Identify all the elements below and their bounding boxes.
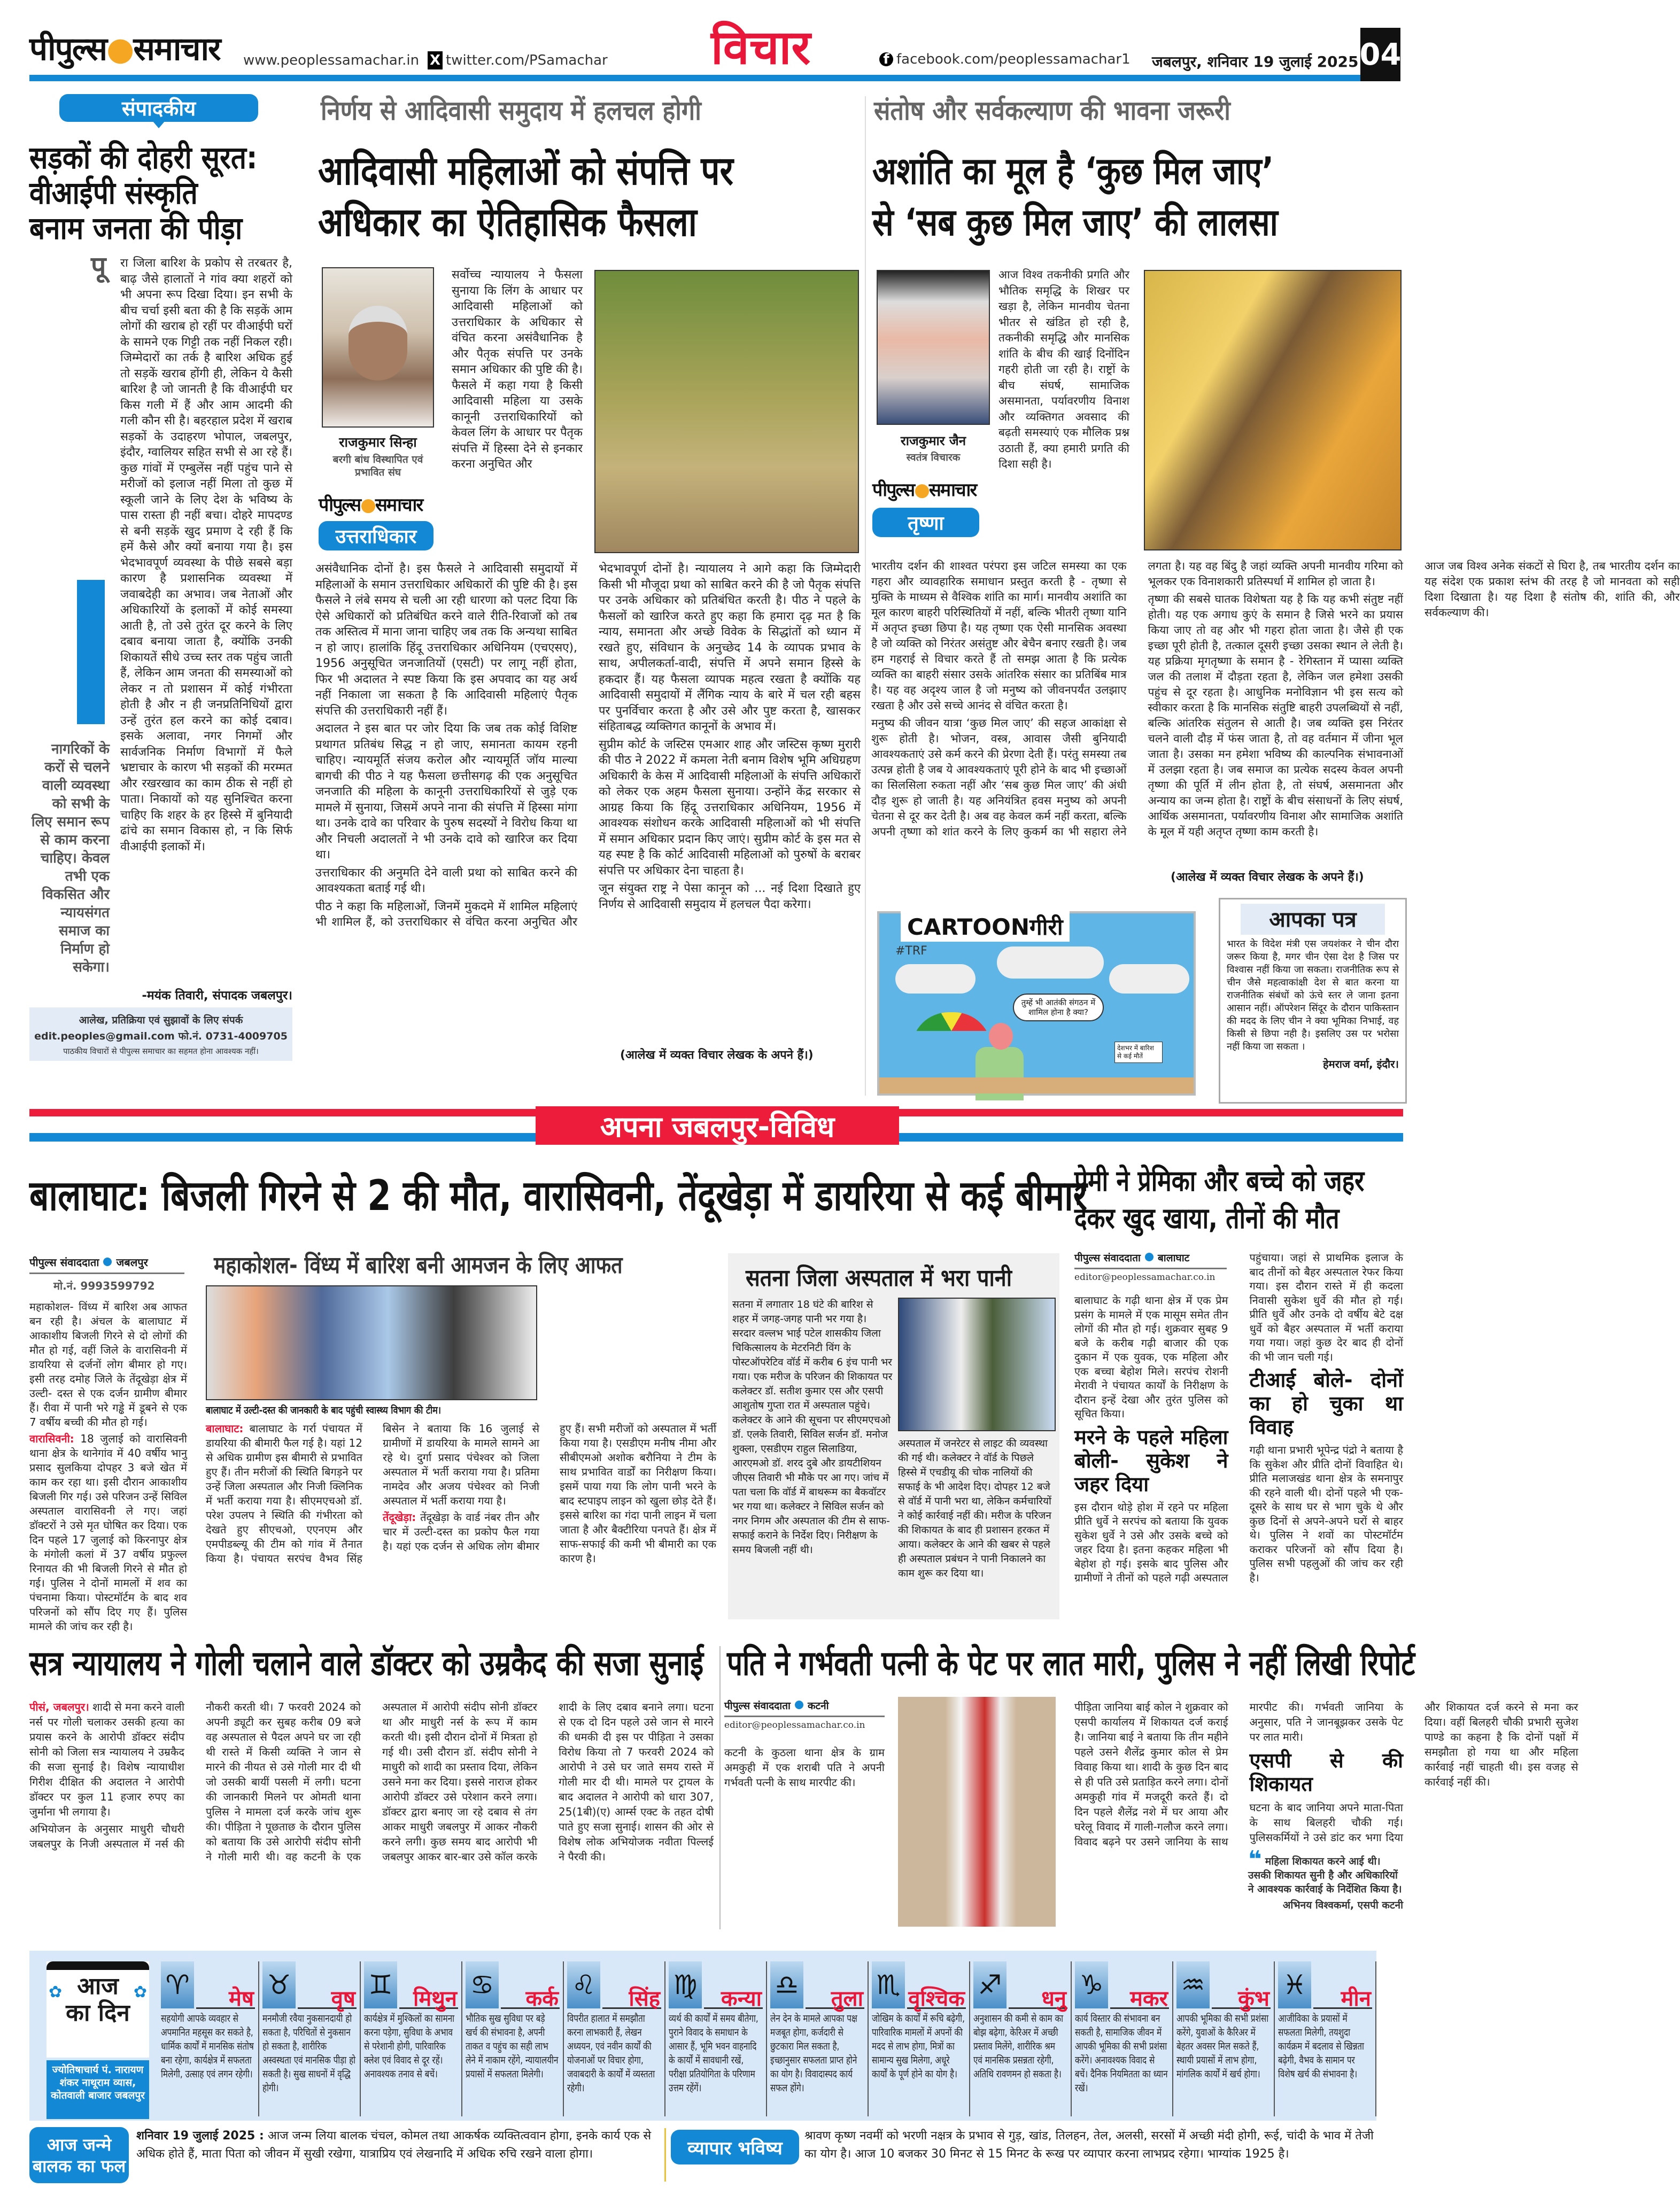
paragraph-text: तेंदूखेड़ा के वार्ड नंबर तीन और चार में उल्टी-दस्त का प्रकोप फैल गया है। यहां एक दर्जन से अधिक लोग बीमार हुए हैं। सभी मरीजों को अस्पताल में भर्ती किया गया है। एसडीएम मनीष नीमा और सीबीएमओ अशोक बरौनिया ने टीम के साथ प्रभावित वार्डों का निरीक्षण किया। इसमें पाया गया कि लोग पानी भरने के बाद स्टपाइप लाइन को खुला छोड़ देते हैं। इससे बारिश का गंदा पानी लाइन में चला जाता है और बैक्टीरिया पनपते हैं। क्षेत्र में साफ-सफाई की कमी भी बीमारी का एक कारण है। [383, 1422, 716, 1565]
title-bar [47, 1961, 149, 1970]
headline-line: बनाम जनता की पीड़ा [29, 210, 243, 246]
story-headline [1074, 1162, 1403, 1240]
horoscope-title: आज का दिन [66, 1973, 130, 2027]
letter-box [1219, 898, 1407, 1104]
sign-forecast: सहयोगी आपके व्यवहार से अपमानित महसूस कर सकते है, धार्मिक कार्यों में मानसिक संतोष बना रहेगा, कार्यक्षेत्र में सफलता मिलेगी, उत्साह एवं लगन रहेगी। [161, 2013, 254, 2080]
headline-line: अशांति का मूल है ‘कुछ मिल जाए’ [872, 149, 1274, 193]
story-headline [727, 1643, 1415, 1693]
umbrella-icon [911, 1012, 992, 1050]
zodiac-icon: ♋ [466, 1961, 499, 2008]
sign-forecast: मनमौजी रवैया नुकसानदायी हो सकता है, परिचितों से नुकसान हो सकता है, शारीरिक अस्वस्थता एवं मानसिक पीड़ा हो सकती है। सुख साधनों में वृद्धि होगी। [262, 2013, 356, 2094]
contact-email[interactable]: edit.peoples@gmail.com [34, 1030, 175, 1042]
horoscope-title-box [47, 1961, 149, 2058]
headline-text: सत्र न्यायालय ने गोली चलाने वाले डॉक्टर को उम्रकैद की सजा सुनाई [29, 1644, 704, 1683]
cartoon-hashtag: #TRF [895, 944, 927, 958]
sign-forecast: आपकी भूमिका की सभी प्रशंसा करेंगे, युवाओं के कैरिअर में बेहतर अवसर मिल सकते हैं, स्थायी प्रयासों में लाभ होगा, मांगलिक कार्यों में खर्च होगा। [1176, 2013, 1269, 2080]
reporter-mobile: मो.नं. 9993599792 [53, 1279, 155, 1292]
paragraph: असंवैधानिक दोनों है। इस फैसले ने आदिवासी समुदायों में महिलाओं के समान उत्तराधिकार अधिकारों की पुष्टि की है। इस फैसले ने लंबे समय से चली आ रही धारणा को पलट दिया कि ऐसे अधिकारों को प्रतिबंधित करने वाले रीति-रिवाजों को तब तक अस्तित्व में माना जाना चाहिए जब तक कि अन्यथा साबित न हो जाए। हालांकि हिंदू उत्तराधिकार अधिनियम (एचएसए), 1956 अनुसूचित जनजातियों (एसटी) पर लागू नहीं होता, फिर भी अदालत ने स्पष्ट किया कि इस अपवाद का यह अर्थ नहीं निकाला जा सकता है कि आदिवासी महिलाएं पैतृक संपत्ति की उत्तराधिकारी नहीं हैं। [315, 562, 577, 718]
headline-line: प्रेमी ने प्रेमिका और बच्चे को जहर [1074, 1164, 1365, 1198]
zodiac-sign [1173, 1961, 1275, 2116]
zodiac-sign [970, 1961, 1072, 2116]
twitter-handle: twitter.com/PSamachar [446, 52, 608, 68]
zodiac-sign [869, 1961, 970, 2116]
zodiac-icon: ♎ [770, 1961, 803, 2008]
x-icon: X [428, 51, 443, 69]
paragraph: रा जिला बारिश के प्रकोप से तरबतर है, बाढ़ जैसे हालातों ने गांव क्या शहरों को भी अपना रूप दिखा दिया। इन सभी के बीच चर्चा इसी बता की है कि सड़कें आम लोगों की खराब हो रहीं पर वीआईपी घरों के सामने एक गिट्टी तक नहीं निकल रही। जिम्मेदारों का तर्क है बारिश अधिक हुई तो सड़कें खराब होंगी ही, लेकिन ये कैसी बारिश है जो जानती है कि वीआईपी घर किस गली में हैं और आम आदमी की गली कौन सी है। बहरहाल प्रदेश में खराब सड़कों के उदाहरण भोपाल, जबलपुर, इंदौर, ग्वालियर सहित सभी से आ रहे हैं। कुछ गांवों में एम्बुलेंस नहीं पहुंच पाने से मरीजों को इलाज नहीं मिला तो कुछ में स्कूली जाने के लिए देश के भविष्य के पास रास्ता ही नहीं बचा। दोहरे मापदण्ड से बनी सड़कें खुद प्रमाण दे रही हैं कि हमें कैसे और क्यों बनाया गया है। इस भेदभावपूर्ण व्यवस्था के पीछे सबसे बड़ा कारण है प्रशासनिक व्यवस्था में जवाबदेही का अभाव। जब नेताओं और अधिकारियों के इलाकों में कोई समस्या आती है, तो उसे तुरंत दूर करने के लिए दबाव बनाया जाता है, क्योंकि उनकी शिकायतें सीधे उच्च स्तर तक पहुंच जाती हैं, लेकिन आम जनता की समस्याओं को लेकर न तो प्रशासन में कोई गंभीरता होती है और न ही जनप्रतिनिधियों द्वारा उन्हें तुरंत हल करने का कोई दबाव। इसके अलावा, नगर निगमों और सार्वजनिक निर्माण विभागों में फैले भ्रष्टाचार के कारण भी सड़कों की मरम्मत और रखरखाव का काम ठीक से नहीं हो पाता। निकायों को यह सुनिश्चित करना चाहिए कि शहर के हर हिस्से में बुनियादी ढांचे का समान विकास हो, न कि सिर्फ वीआईपी इलाकों में। [120, 257, 292, 854]
health-team-photo [206, 1285, 537, 1400]
zodiac-icon: ♓ [1278, 1961, 1311, 2008]
story-body [1074, 1251, 1403, 1625]
headline-line: अधिकार का ऐतिहासिक फैसला [318, 199, 697, 245]
dateline-lead: तेंदूखेड़ा: [383, 1511, 416, 1524]
paragraph: आज जब विश्व अनेक संकटों से घिरा है, तब भारतीय दर्शन का यह संदेश एक प्रकाश स्तंभ की तरह है जो मानवता को सही दिशा दिखाता है। यह दिशा है संतोष की, शांति की, और सर्वकल्याण की। [1424, 560, 1680, 619]
disclaimer: पाठकीय विचारों से पीपुल्स समाचार का सहमत होना आवश्यक नहीं। [63, 1046, 259, 1056]
headline-line: देकर खुद खाया, तीनों की मौत [1074, 1201, 1340, 1235]
byline-source: पीपुल्स संवाददाता [29, 1256, 99, 1269]
quote-icon: ❝ [1248, 1846, 1262, 1873]
paragraph: गढ़ी थाना प्रभारी भूपेन्द्र पंद्रो ने बताया है कि सुकेश और प्रीति दोनों विवाहित थे। प्रीति मलाजखंड थाना क्षेत्र के समनापुर की रहने वाली थी। दोनों पहले भी एक-दूसरे के साथ घर से भाग चुके थे और कुछ दिनों से अपने-अपने घरों से बाहर थे। पुलिस ने शवों का पोस्टमॉर्टम कराकर परिजनों को सौंप दिया है। पुलिस सभी पहलुओं की जांच कर रही है। [1249, 1444, 1403, 1584]
article-kicker [321, 96, 861, 126]
author-role: स्वतंत्र विचारक [906, 452, 961, 463]
reporter-email[interactable]: editor@peoplessamachar.co.in [724, 1720, 865, 1731]
zodiac-sign [564, 1961, 665, 2116]
paragraph: तृष्णा की सबसे घातक विशेषता यह है कि यह कभी संतुष्ट नहीं होती। यह एक अगाध कुएं के समान है जिसे भरने का प्रयास किया जाए तो वह और भी गहरा होता जाता है। जैसे ही एक इच्छा पूरी होती है, तत्काल दूसरी इच्छा उसका स्थान ले लेती है। यह प्रक्रिया मृगतृष्णा के समान है - रेगिस्तान में प्यासा व्यक्ति जल की तलाश में दौड़ता रहता है, लेकिन जल हमेशा उसकी पहुंच से दूर रहता है। आधुनिक मनोविज्ञान भी इस सत्य को स्वीकार करता है कि मानसिक संतुष्टि बाहरी उपलब्धियों से नहीं, बल्कि आंतरिक संतुलन से आती है। जब व्यक्ति इस निरंतर चलने वाली दौड़ में फंस जाता है, तो वह वर्तमान में जीना भूल जाता है। उसका मन हमेशा भविष्य की काल्पनिक संभावनाओं में उलझा रहता है। जब समाज का प्रत्येक सदस्य केवल अपनी तृष्णा की पूर्ति में लीन होता है, तो संघर्ष, असमानता और अन्याय का जन्म होता है। राष्ट्रों के बीच संसाधनों के लिए संघर्ष, आर्थिक असमानता, पर्यावरणीय विनाश और सामाजिक अशांति के मूल में यही अतृप्त तृष्णा काम करती है। [1148, 593, 1403, 838]
sign-forecast: विपरीत हालात में समझौता करना लाभकारी हैं, लेखन अध्ययन, एवं नवीन कार्यों की योजनाओं पर विचार होगा, जवाबदारी के कार्यों में व्यस्तता रहेगी। [567, 2013, 655, 2094]
story-paragraphs [1074, 1700, 1578, 1849]
cartoon-title: CARTOONगीरी [901, 911, 1070, 942]
story-col-1 [29, 1300, 187, 1633]
editorial-label: संपादकीय [59, 94, 258, 122]
hospital-photo [898, 1298, 1056, 1431]
zodiac-sign [665, 1961, 767, 2116]
sign-forecast: कार्यक्षेत्र में मुश्किलों का सामना करना पड़ेगा, सुविधा के अभाव से परेशानी होगी, पारिवारिक क्लेश एवं विवाद से दूर रहें। अनावश्यक तनाव से बचें। [364, 2013, 455, 2080]
byline-source: पीपुल्स संवाददाता [724, 1700, 791, 1712]
bullet-icon [103, 1258, 112, 1266]
sign-forecast: लेन देन के मामले आपका पक्ष मजबूत होगा, कर्जदारी से छुटकारा मिल सकता है, इच्छानुसार सफलता प्राप्त होने का योग है। विवादास्पद कार्य सफल होंगे। [770, 2013, 857, 2094]
zodiac-sign [361, 1961, 462, 2116]
sign-name: कन्या [721, 1987, 762, 2011]
paragraph: उत्तराधिकार की अनुमति देने वाली प्रथा को साबित करने की आवश्यकता बताई गई थी। [315, 866, 577, 895]
page-number: 04 [1360, 28, 1400, 81]
pull-quote: नागरिकों के करों से चलने वाली व्यवस्था को सभी के लिए समान रूप से काम करना चाहिए। केवल तभी एक विकसित और न्यायसंगत समाज का निर्माण हो सकेगा। [31, 741, 110, 975]
editorial-signature: -मयंक तिवारी, संपादक जबलपुर। [142, 989, 292, 1003]
contact-box [29, 1007, 292, 1061]
editorial-body [120, 255, 292, 983]
zodiac-icon: ♐ [973, 1961, 1007, 2008]
headline-line: सड़कों की दोहरी सूरत: [29, 139, 258, 176]
kicker-text: संतोष और सर्वकल्याण की भावना जरूरी [874, 95, 1230, 126]
facebook-icon: f [879, 52, 893, 66]
story-subhead [214, 1248, 716, 1280]
dateline-lead: बालाघाट: [206, 1422, 244, 1435]
drop-cap: पू [91, 251, 106, 282]
website-link[interactable]: www.peoplessamachar.in [243, 52, 420, 68]
story-col-1: कटनी के कुठला थाना क्षेत्र के ग्राम अमकुही में एक शराबी पति ने अपनी गर्भवती पत्नी के साथ मारपीट की। [724, 1746, 885, 1789]
contact-line: आलेख, प्रतिक्रिया एवं सुझावों के लिए संपर्क [79, 1014, 243, 1026]
pull-quote [1248, 1846, 1403, 1912]
subheading: मरने के पहले महिला बोली- सुकेश ने जहर दिया [1074, 1425, 1228, 1496]
author-name: राजकुमार सिन्हा [339, 435, 417, 450]
paragraph [29, 1432, 187, 1634]
subheading: टीआई बोले- दोनों का हो चुका था विवाह [1249, 1368, 1403, 1439]
logo-left: पीपुल्स [29, 30, 107, 68]
paragraph-text: बालाघाट के गर्रा पंचायत में डायरिया की बीमारी फैल गई है। यहां 12 से अधिक ग्रामीण इस बीमारी से प्रभावित हुए हैं। तीन मरीजों की स्थिति बिगड़ने पर उन्हें जिला अस्पताल और निजी क्लिनिक में भर्ती कराया गया है। सीएमएचओ डॉ. परेश उपलप ने स्थिति की गंभीरता को देखते हुए सीएचओ, एएनएम और एमपीडब्ल्यू की टीम को गांव में तैनात किया है। पंचायत सरपंच वैभव सिंह बिसेन ने बताया कि 16 जुलाई से ग्रामीणों में डायरिया के मामले सामने आ रहे थे। दुर्गा प्रसाद पंचेश्वर को जिला अस्पताल में भर्ती कराया गया है। प्रतिमा नामदेव और अजय पंचेश्वर को निजी अस्पताल में भर्ती कराया गया है। [206, 1422, 539, 1565]
birth-date: शनिवार 19 जुलाई 2025 : [136, 2129, 264, 2143]
zodiac-icon: ♒ [1176, 1961, 1210, 2008]
zodiac-icon: ♏ [872, 1961, 905, 2008]
ground [879, 1077, 1194, 1093]
zodiac-icon: ♌ [567, 1961, 600, 2008]
reporter-email[interactable]: editor@peoplessamachar.co.in [1074, 1272, 1216, 1283]
paragraph [29, 1700, 184, 1819]
sign-name: मिथुन [413, 1987, 457, 2011]
speech-bubble: तुम्हें भी आतंकी संगठन में शामिल होना है क्या? [1013, 994, 1104, 1021]
brand-logo [872, 481, 976, 499]
paragraph: पीठ ने कहा कि महिलाओं, जिनमें मुकदमे में शामिल महिलाएं भी शामिल हैं, को उत्तराधिकार से वंचित करना अनुचित और भेदभावपूर्ण दोनों है। न्यायालय ने आगे कहा कि जिम्मेदारी किसी भी मौजूदा प्रथा को साबित करने की है जो पैतृक संपत्ति पर उनके अधिकार को प्रतिबंधित करती है। पीठ ने पहले के फैसलों को खारिज करते हुए कहा कि हमारा दृढ़ मत है कि न्याय, समानता और अच्छे विवेक के सिद्धांतों को ध्यान में रखते हुए, संविधान के अनुच्छेद 14 के व्यापक प्रभाव के साथ, अपीलकर्ता-वादी, संपत्ति में अपने समान हिस्से के हकदार हैं। यह फैसला व्यापक महत्व रखता है क्योंकि यह आदिवासी समुदायों में लैंगिक न्याय के बारे में चल रही बहस पर पुनर्विचार करता है और उसे और पुष्ट करता है, खासकर संहिताबद्ध व्यक्तिगत कानूनों के अभाव में। [315, 562, 861, 929]
section-title: विचार [711, 20, 811, 75]
ganesha-icon: ✿ [133, 1983, 147, 2001]
contact-phone: फो.नं. 0731-4009705 [178, 1030, 288, 1042]
ganesha-icon: ✿ [49, 1983, 63, 2001]
sign-name: मकर [1130, 1987, 1168, 2011]
dateline-lead: वारासिवनी: [29, 1432, 74, 1445]
pin-icon: ● [106, 30, 134, 68]
cartoon [877, 911, 1196, 1096]
horoscope-panel [29, 1951, 1376, 2121]
business-label: व्यापार भविष्य [671, 2130, 799, 2164]
birth-text: आज जन्म लिया बालक चंचल, कोमल तथा आकर्षक व्यक्तित्ववान होगा, इनके कार्य एक से अधिक होते हैं, माता पिता को जीवन में सुखी रखेगा, यात्राप्रिय एवं लेखनादि में अधिक रुचि रखने वाला होगा। [136, 2129, 652, 2161]
logo-right: समाचार [375, 494, 423, 516]
story-headline [29, 1643, 716, 1693]
letter-author: हेमराज वर्मा, इंदौर। [1323, 1058, 1399, 1070]
article-kicker [874, 96, 1403, 126]
byline-place: बालाघाट [1157, 1252, 1190, 1264]
kicker-text: निर्णय से आदिवासी समुदाय में हलचल होगी [321, 95, 701, 126]
story-body [29, 1700, 714, 1924]
label-pointer [152, 121, 165, 128]
sign-name: धनु [1041, 1987, 1066, 2011]
article-intro [998, 267, 1129, 550]
letter-body: भारत के विदेश मंत्री एस जयशंकर ने चीन दौरा जरूर किया है, मगर चीन ऐसा देश है जिस पर विश्वास नहीं किया जा सकता। राजनीतिक रूप से चीन जैसे महत्वाकांक्षी देश से बात करना या राजनीतिक संबंधों को ऊंचे स्तर ले जाना इतना आसान नहीं। ऑपरेशन सिंदूर के दौरान पाकिस्तान की मदद के लिए चीन ने क्या भूमिका निभाई, वह किसी से छिपा नही है। इसलिए उस पर भरोसा नहीं किया जा सकता । [1227, 938, 1399, 1052]
topic-label: तृष्णा [872, 508, 979, 537]
pin-icon: ● [360, 494, 375, 516]
disclaimer-note: (आलेख में व्यक्त विचार लेखक के अपने हैं।) [1171, 871, 1364, 884]
quote-author: अभिनय विश्वकर्मा, एसपी कटनी [1282, 1899, 1403, 1911]
headline-text: पति ने गर्भवती पत्नी के पेट पर लात मारी, पुलिस ने नहीं लिखी रिपोर्ट [727, 1644, 1415, 1683]
article-headline [318, 145, 861, 250]
zodiac-sign [1275, 1961, 1376, 2116]
sign-name: वृष [331, 1987, 355, 2011]
sign-forecast: आजीविका के प्रयासों में सफलता मिलेगी, तयशुदा कार्यक्रम में बदलाव से खिन्नता बढ़ेगी, वैभव के सामान पर विशेष खर्च की संभावना है। [1278, 2013, 1364, 2080]
caption-text: बालाघाट में उल्टी-दस्त की जानकारी के बाद पहुंची स्वास्थ्य विभाग की टीम। [206, 1405, 442, 1416]
paragraph-text: शादी से मना करने वाली नर्स पर गोली चलाकर उसकी हत्या का प्रयास करने के आरोपी डॉक्टर संदीप सोनी को जिला सत्र न्यायालय ने उम्रकैद की सजा सुनाई है। विशेष न्यायाधीश गिरीश दीक्षित की अदालत ने आरोपी डॉक्टर पर कुल 11 हजार रुपए का जुर्माना भी लगाया है। [29, 1701, 184, 1818]
divider [664, 2128, 666, 2182]
satna-title-text: सतना जिला अस्पताल में भरा पानी [746, 1264, 1012, 1292]
zodiac-icon: ♍ [669, 1961, 702, 2008]
sign-name: तुला [831, 1987, 863, 2011]
pin-icon: ● [914, 479, 929, 501]
story-col-4-top [556, 1285, 716, 1419]
paragraph: बालाघाट के गढ़ी थाना क्षेत्र में एक प्रेम प्रसंग के मामले में एक मासूम समेत तीन लोगों की मौत हो गई। शुक्रवार सुबह 9 बजे के करीब गढ़ी बाजार की एक दुकान में एक युवक, एक महिला और एक बच्चा बेहोश मिले। सरपंच रोशनी मेरावी ने पंचायत कार्यों के निरीक्षण के दौरान इन्हें देखा और तुरंत पुलिस को सूचित किया। [1074, 1294, 1228, 1420]
story-body [1074, 1700, 1578, 1849]
byline-place: जबलपुर [116, 1256, 148, 1269]
birth-forecast [136, 2127, 657, 2163]
headline-text: बालाघाट: बिजली गिरने से 2 की मौत, वारासिवनी, तेंदूखेड़ा में डायरिया से कई बीमार [29, 1172, 1087, 1220]
masthead-logo [29, 30, 220, 68]
dateline-lead: पीसं, जबलपुर। [29, 1701, 89, 1713]
author-name: राजकुमार जैन [900, 433, 966, 448]
subhead-text: महाकोशल- विंध्य में बारिश बनी आमजन के लिए आफत [214, 1252, 623, 1279]
satna-text-2: अस्पताल में जनरेटर से लाइट की व्यवस्था की गई थी। कलेक्टर ने वॉर्ड के पिछले हिस्से में एचडीयू की चोक नालियों की सफाई के भी आदेश दिए। दोपहर 12 बजे से वॉर्ड में पानी भरा था, लेकिन कर्मचारियों ने कोई कार्रवाई नहीं की। मरीज के परिजन की शिकायत के बाद ही प्रशासन हरकत में आया। कलेक्टर के आने की खबर से पहले ही अस्पताल प्रबंधन ने पानी निकालने का काम शुरू कर दिया था। [898, 1438, 1051, 1579]
author-photo [877, 270, 990, 425]
zodiac-sign [158, 1961, 259, 2116]
byline [29, 1255, 184, 1274]
article-body [315, 561, 861, 1042]
paragraph: सुप्रीम कोर्ट के जस्टिस एमआर शाह और जस्टिस कृष्ण मुरारी की पीठ ने 2022 में कमला नेती बनाम विशेष भूमि अधिग्रहण अधिकारी के केस में आदिवासी महिलाओं के संपत्ति अधिकारों को लेकर एक अहम फैसला सुनाया। उन्होंने केंद्र सरकार से आग्रह किया कि हिंदू उत्तराधिकार अधिनियम, 1956 में आवश्यक संशोधन करके आदिवासी महिलाओं को भी संपत्ति में समान अधिकार प्रदान किए जाएं। सुप्रीम कोर्ट के इस मत से यह स्पष्ट है कि कोर्ट आदिवासी महिलाओं को पुरुषों के बराबर संपत्ति पर अधिकार देना चाहता है। [599, 738, 861, 878]
tribal-women-photo [594, 270, 859, 553]
zodiac-sign [462, 1961, 564, 2116]
cloud-icon [1109, 964, 1189, 994]
byline-source: पीपुल्स संवाददाता [1074, 1252, 1141, 1264]
cloud-icon [895, 964, 976, 994]
author-photo [322, 267, 434, 428]
sign-name: मेष [228, 1987, 254, 2011]
sign-name: कुंभ [1238, 1987, 1269, 2011]
byline [724, 1698, 885, 1717]
dateline: जबलपुर, शनिवार 19 जुलाई 2025 [1152, 53, 1359, 71]
subheading: एसपी से की शिकायत [1249, 1749, 1403, 1796]
astrologer-credit: ज्योतिषाचार्य पं. नारायण शंकर नाथूराम व्यास, कोतवाली बाजार जबलपुर [47, 2060, 149, 2119]
header-rule [29, 75, 1360, 81]
zodiac-sign [767, 1961, 869, 2116]
author-role: बरगी बांध विस्थापित एवं प्रभावित संघ [332, 454, 423, 478]
zodiac-icon: ♉ [262, 1961, 296, 2008]
satna-text-1: सतना में लगातार 18 घंटे की बारिश से शहर में जगह-जगह पानी भर गया है। सरदार वल्लभ भाई पटेल शासकीय जिला चिकित्सालय के मेटरनिटी विंग के पोस्टऑपरेटिव वॉर्ड में करीब 6 इंच पानी भर गया। एक मरीज के परिजन की शिकायत पर कलेक्टर डॉ. सतीश कुमार एस और एसपी आशुतोष गुप्ता रात में अस्पताल पहुंचे। कलेक्टर के आने की सूचना पर सीएमएचओ डॉ. एलके तिवारी, सिविल सर्जन डॉ. मनोज शुक्ला, एसडीएम राहुल सिलाडिया, आरएमओ डॉ. शरद दुबे और डायटीशियन जीएस तिवारी भी मौके पर आ गए। जांच में पता चला कि वॉर्ड में बाथरूम का बैकवॉटर भर गया था। कलेक्टर ने सिविल सर्जन को नगर निगम और अस्पताल की टीम से साफ-सफाई कराने के निर्देश दिए। निरीक्षण के समय बिजली नहीं थी। [732, 1299, 893, 1556]
story-body [206, 1422, 716, 1618]
paragraph-text: 18 जुलाई को वारासिवनी थाना क्षेत्र के थानेगांव में 40 वर्षीय भानु प्रसाद सुलकिया दोपहर 3 बजे खेत में काम कर रहा था। इसी दौरान आकाशीय बिजली गिर गई। उसे परिजन उन्हें सिविल अस्पताल वारासिवनी ले गए। जहां डॉक्टरों ने उसे मृत घोषित कर दिया। एक दिन पहले 17 जुलाई को किरनापुर क्षेत्र के मंगोली कलां में 37 वर्षीय प्रफुल्ल रिनायत की भी बिजली गिरने से मौत हो गई। पुलिस ने दोनों मामलों में शव का पंचनामा किया। पोस्टमॉर्टम के बाद शव परिजनों को सौंप दिए गए हैं। पुलिस मामले की जांच कर रही है। [29, 1432, 187, 1633]
story-headline [29, 1171, 1087, 1230]
story-paragraphs [1074, 1251, 1403, 1586]
bullet-icon [795, 1701, 803, 1709]
article-intro [452, 267, 583, 556]
paragraph: इस दौरान थोड़े होश में रहने पर महिला प्रीति धुर्वे ने सरपंच को बताया कि युवक सुकेश धुर्वे ने उसे और उसके बच्चे को जहर दिया है। इतना कहकर महिला भी बेहोश हो गई। इसके बाद पुलिस और ग्रामीणों ने तीनों को पहले गढ़ी अस्पताल पहुंचाया। जहां से प्राथमिक इलाज के बाद तीनों को बैहर अस्पताल रेफर किया गया। इस दौरान रास्ते में ही कदला निवासी सुकेश धुर्वे की मौत हो गई। प्रीति धुर्वे और उनके दो वर्षीय बेटे दक्ष धुर्वे को बैहर अस्पताल में भर्ती कराया गया गया। जहां कुछ देर बाद ही दोनों की भी जान चली गई। [1074, 1251, 1403, 1584]
sign-forecast: भौतिक सुख सुविधा पर बड़े खर्च की संभावना है, अपनी ताकत व पहुंच का सही लाभ लेने में नाकाम रहेंगे, न्यायालयीन प्रयासों में सफलता मिलेगी। [466, 2013, 559, 2080]
headline-line: से ‘सब कुछ मिल जाए’ की लालसा [872, 200, 1278, 244]
newspaper-held: देशभर में बारिश से कई मौतें [1114, 1042, 1163, 1063]
zodiac-icon: ♊ [364, 1961, 397, 2008]
zodiac-icon: ♈ [161, 1961, 194, 2008]
logo-left: पीपुल्स [319, 494, 361, 516]
victim-photo [898, 1697, 1056, 1927]
quote-text: महिला शिकायत करने आई थी। उसकी शिकायत सुनी है और अधिकारियों ने आवश्यक कार्रवाई के निर्देशित किया है। [1248, 1856, 1402, 1895]
paragraph: भारतीय दर्शन की शाश्वत परंपरा इस जटिल समस्या का एक गहरा और व्यावहारिक समाधान प्रस्तुत करती है - तृष्णा से मुक्ति के माध्यम से वैश्विक शांति का मार्ग। मानवीय अशांति का मूल कारण बाहरी परिस्थितियों में नहीं, बल्कि भीतरी तृष्णा यानि में अतृप्त इच्छा छिपा है। यह तृष्णा एक ऐसी मानसिक अवस्था है जो व्यक्ति को निरंतर असंतुष्ट और बेचैन बनाए रखती है। जब हम गहराई से विचार करते हैं तो समझ आता है कि प्रत्येक व्यक्ति का बाहरी संसार उसके आंतरिक संसार का प्रतिबिंब मात्र है। यह वह अदृश्य जाल है जो मनुष्य को जीवनपर्यंत उलझाए रखता है और उसे सच्चे आनंद से वंचित करता है। [871, 560, 1127, 712]
sign-forecast: जोखिम के कार्यों में रूचि बढ़ेगी, पारिवारिक मामलों में अपनों की मदद से लाभ होगा, मित्रों का सामान्य सुख मिलेगा, अधूरे कार्यों के पूर्ण होने का योग है। [872, 2013, 965, 2080]
editorial-headline [29, 140, 292, 249]
headline-line: आदिवासी महिलाओं को संपत्ति पर [318, 148, 733, 194]
twitter-link[interactable] [428, 51, 608, 69]
zodiac-icon: ♑ [1075, 1961, 1108, 2008]
sign-forecast: अनुशासन की कमी से काम का बोझ बढ़ेगा, केरिअर में अच्छी प्रस्ताव मिलेंगे, शारीरिक श्रम एवं मानसिक प्रसन्नता रहेगी, अतिथि रावणमन हो सकता है। [973, 2013, 1064, 2080]
section-banner: अपना जबलपुर-विविध [536, 1106, 899, 1145]
sign-name: कर्क [525, 1987, 559, 2011]
sign-name: सिंह [629, 1987, 660, 2011]
birth-label: आज जन्मे बालक का फल [29, 2127, 129, 2183]
topic-label: उत्तराधिकार [319, 521, 433, 550]
zodiac-sign [259, 1961, 361, 2116]
woman-on-swing-photo [1144, 270, 1402, 550]
satna-title [728, 1261, 1059, 1293]
paragraph: अभियोजन के अनुसार माधुरी चौधरी जबलपुर के निजी अस्पताल में नर्स की नौकरी करती थी। 7 फरवरी 2024 को अपनी ड्यूटी कर सुबह करीब 09 बजे वह अस्पताल से पैदल अपने घर जा रही थी रास्ते में किसी व्यक्ति ने जान से मारने की नीयत से उसे गोली मार दी थी जो उसकी बायीं पसली में लगी। घटना की जानकारी मिलने पर ओमती थाना पुलिस ने मामला दर्ज करके जांच शुरू की। पीड़िता ने पूछताछ के दौरान पुलिस को बताया कि उसे आरोपी संदीप सोनी ने गोली मारी थी। वह कटनी के एक अस्पताल में आरोपी संदीप सोनी डॉक्टर था और माधुरी नर्स के रूप में काम करती थी। इसी दौरान दोनों में मित्रता हो गई थी। उसी दौरान डॉ. संदीप सोनी ने माधुरी को शादी का प्रस्ताव दिया, लेकिन उसने मना कर दिया। इससे नाराज होकर आरोपी डॉक्टर उसे परेशान करने लगा। डॉक्टर द्वारा बनाए जा रहे दबाव से तंग आकर माधुरी जबलपुर में आकर नौकरी करने लगी। कुछ समय बाद आरोपी भी जबलपुर आकर बार-बार उसे कॉल करके शादी के लिए दबाव बनाने लगा। घटना से एक दो दिन पहले उसे जान से मारने की धमकी दी इस पर पीड़िता ने उसका विरोध किया तो 7 फरवरी 2024 को आरोपी ने उसे घर जाते समय रास्ते में गोली मार दी थी। मामले पर ट्रायल के बाद अदालत ने आरोपी को धारा 307, 25(1बी)(ए) आर्म्स एक्ट के तहत दोषी पाते हुए सजा सुनाई। शासन की ओर से विशेष लोक अभियोजक नवीता पिल्लई ने पैरवी की। [29, 1701, 714, 1863]
article-headline [872, 145, 1402, 250]
paragraph: अदालत ने इस बात पर जोर दिया कि जब तक कोई विशिष्ट प्रथागत प्रतिबंध सिद्ध न हो जाए, समानता कायम रहनी चाहिए। न्यायमूर्ति संजय करोल और न्यायमूर्ति जॉय माल्या बागची की पीठ ने यह फैसला छत्तीसगढ़ की एक अनुसूचित जनजाति की महिला के कानूनी उत्तराधिकारियों से जुड़े एक मामले में सुनाया, जिसमें अपने नाना की संपत्ति में हिस्सा मांगा था। उनके दावे का परिवार के पुरुष सदस्यों ने विरोध किया था और निचली अदालतों ने भी उनके दावे को खारिज कर दिया था। [315, 722, 577, 862]
sign-name: मीन [1341, 1987, 1371, 2011]
photo-caption [206, 1403, 537, 1418]
sign-name: वृश्चिक [908, 1987, 965, 2011]
sign-forecast: कार्य विस्तार की संभावना बन सकती है, सामाजिक जीवन में आपकी भूमिका की सभी प्रशंसा करेंगे। अनावश्यक विवाद से बचें। दैनिक नियमितता का ध्यान रखें। [1075, 2013, 1168, 2094]
headline-line: वीआईपी संस्कृति [29, 175, 198, 211]
column-divider [719, 1646, 721, 1929]
disclaimer-note: (आलेख में व्यक्त विचार लेखक के अपने हैं।) [620, 1049, 814, 1062]
logo-left: पीपुल्स [872, 479, 915, 501]
paragraph: सर्वोच्च न्यायालय ने फैसला सुनाया कि लिंग के आधार पर आदिवासी महिलाओं को उत्तराधिकार के अधिकार से वंचित करना असंवैधानिक है और पैतृक संपत्ति पर उनके समान अधिकार की पुष्टि की है। फैसले में कहा गया है किसी आदिवासी महिला या उसके कानूनी उत्तराधिकारियों को केवल लिंग के आधार पर पैतृक संपत्ति में हिस्सा देने से इनकार करना अनुचित और [452, 268, 583, 471]
column-divider [865, 96, 866, 1096]
article-body [871, 558, 1680, 860]
facebook-link[interactable] [879, 51, 1131, 67]
accent-bar [77, 580, 105, 724]
cloud-icon [997, 946, 1104, 979]
business-forecast: श्रावण कृष्ण नवमीं को भरणी नक्षत्र के प्रभाव से गुड़, खांड, तिलहन, तेल, अलसी, सरसों में अच्छी मंदी होगी, रूई, चांदी के भाव में तेजी का योग है। आज 10 बजकर 30 मिनट से 15 मिनट के रूख पर व्यापार करना लाभप्रद रहेगा। भाग्यांक 1925 है। [804, 2129, 1374, 2161]
paragraph: महाकोशल- विंध्य में बारिश अब आफत बन रही है। अंचल के बालाघाट में आकाशीय बिजली गिरने से दो लोगों की मौत हो गई, वहीं जिले के वारासिवनी में डायरिया से दर्जनों लोग बीमार हो गए। इसी तरह दमोह जिले के तेंदूखेड़ा क्षेत्र में उल्टी- दस्त से एक दर्जन ग्रामीण बीमार हैं। रीवा में पानी भरे गड्ढे में डूबने से एक 7 वर्षीय बच्ची की मौत हो गई। [29, 1300, 187, 1429]
byline-place: कटनी [807, 1700, 829, 1712]
logo-right: समाचार [928, 479, 977, 501]
paragraph: मनुष्य की जीवन यात्रा ‘कुछ मिल जाए’ की सहज आकांक्षा से शुरू होती है। भोजन, वस्त्र, आवास जैसी बुनियादी आवश्यकताएं उसे कर्म करने की प्रेरणा देती हैं। परंतु समस्या तब उत्पन्न होती है जब ये आवश्यकताएं पूरी होने के बाद भी इच्छाओं का सिलसिला रुकता नहीं और ‘सब कुछ मिल जाए’ की अंधी दौड़ शुरू हो जाती है। यह अनियंत्रित हवस मनुष्य को अपनी चेतना से दूर कर देती है। अब वह केवल कर्म नहीं करता, बल्कि अपनी तृष्णा को शांत करने के लिए कुकर्म का भी सहारा लेने लगता है। यह वह बिंदु है जहां व्यक्ति अपनी मानवीय गरिमा को भूलकर एक विनाशकारी प्रतिस्पर्धा में शामिल हो जाता है। [871, 560, 1403, 838]
man-head [989, 1023, 1013, 1050]
paragraph: जून संयुक्त राष्ट्र ने पेसा कानून को ... नई दिशा दिखाते हुए निर्णय से आदिवासी समुदाय में हलचल पैदा करेगा। [599, 882, 861, 911]
paragraph: आज विश्व तकनीकी प्रगति और भौतिक समृद्धि के शिखर पर खड़ा है, लेकिन मानवीय चेतना भीतर से खंडित हो रही है, तकनीकी समृद्धि और मानसिक शांति के बीच की खाई दिनोंदिन गहरी होती जा रही है। राष्ट्रों के बीच संघर्ष, सामाजिक असमानता, पर्यावरणीय विनाश और व्यक्तिगत अवसाद की बढ़ती समस्याएं एक मौलिक प्रश्न उठाती हैं, क्या हमारी प्रगति की दिशा सही है। [998, 268, 1129, 470]
paragraph: घटना के बाद जानिया अपने माता-पिता के साथ बिलहरी चौकी गई। पुलिसकर्मियों ने उसे डांट कर भगा दिया और शिकायत दर्ज करने से मना कर दिया। वहीं बिलहरी चौकी प्रभारी सुजेश पाण्डे का कहना है कि दोनों पक्षों में समझौता हो गया था और महिला कार्रवाई नहीं चाहती थी। इस वजह से कार्रवाई नहीं की। [1249, 1701, 1578, 1844]
zodiac-sign [1072, 1961, 1173, 2116]
letter-title: आपका पत्र [1241, 904, 1385, 935]
brand-logo [319, 496, 422, 514]
sign-forecast: व्यर्थ की कार्यों में समय बीतेगा, पुराने विवाद के समाधान के आसार हैं, भूमि भवन वाहनादि के कार्यों में सावधानी रखें, परीक्षा प्रतियोगिता के परिणाम उत्तम रहेंगें। [669, 2013, 758, 2094]
spacer [1074, 1251, 1228, 1293]
facebook-handle: facebook.com/peoplessamachar1 [896, 51, 1131, 67]
logo-right: समाचार [133, 30, 220, 68]
paragraph: पीड़िता जानिया बाई कोल ने शुक्रवार को एसपी कार्यालय में शिकायत दर्ज कराई है। जानिया बाई ने बताया कि तीन महीने पहले उसने शैलेंद्र कुमार कोल से प्रेम विवाह किया था। शादी के कुछ दिन बाद से ही पति उसे प्रताड़ित करने लगा। दोनों अमकुही गांव में मजदूरी करते हैं। दो दिन पहले शैलेंद्र नशे में घर आया और घरेलू विवाद में गाली-गलौज करने लगा। विवाद बढ़ने पर उसने जानिया के साथ मारपीट की। गर्भवती जानिया के अनुसार, पति ने जानबूझकर उसके पेट पर लात मारी। [1074, 1701, 1403, 1848]
